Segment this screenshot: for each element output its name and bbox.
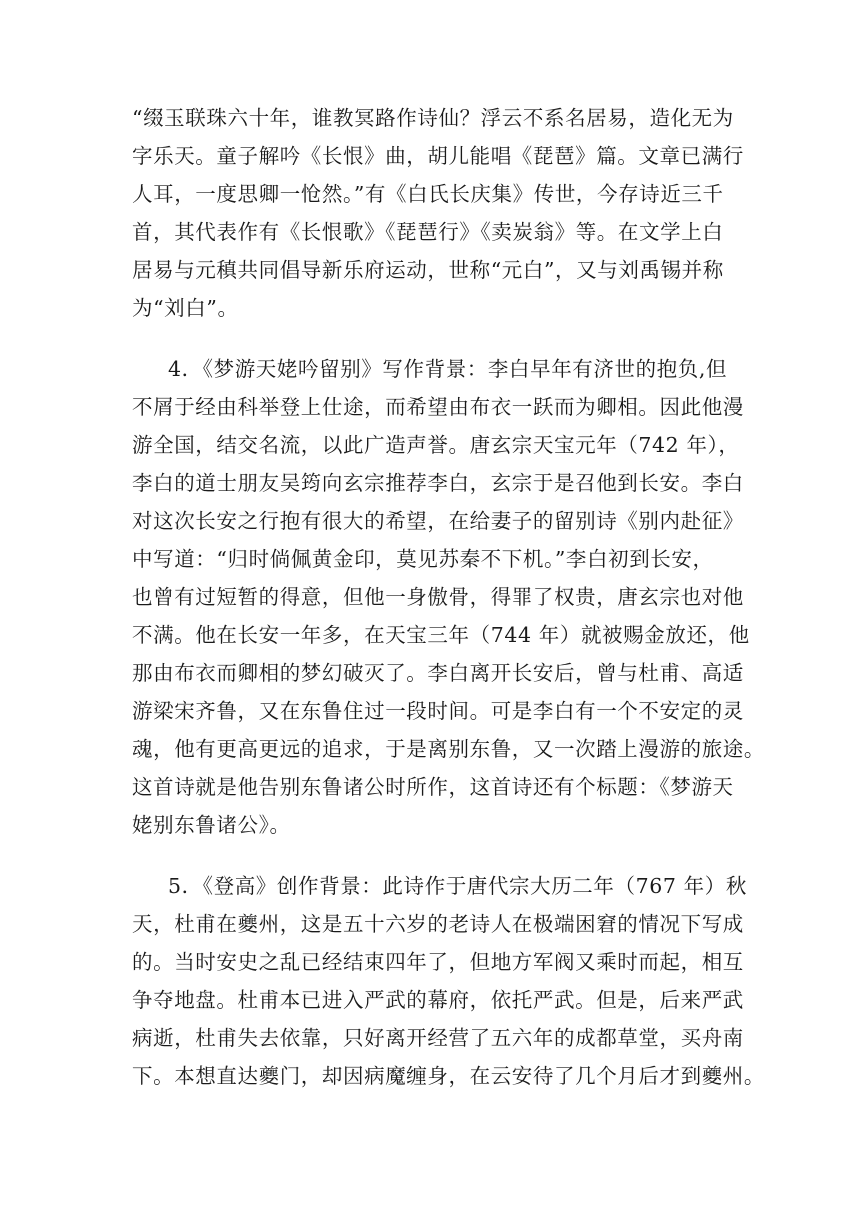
paragraph-first-line: 5．《登高》创作背景：此诗作于唐代宗大历二年（767 年）秋	[168, 874, 747, 898]
text-line: “缀玉联珠六十年，谁教冥路作诗仙？浮云不系名居易，造化无为	[132, 106, 734, 130]
text-line: 李白的道士朋友吴筠向玄宗推荐李白，玄宗于是召他到长安。李白	[132, 471, 744, 495]
text-line: 人耳，一度思卿一怆然。”有《白氏长庆集》传世，今存诗近三千	[132, 182, 724, 206]
text-line: 的。当时安史之乱已经结束四年了，但地方军阀又乘时而起，相互	[132, 950, 744, 974]
text-line: 字乐天。童子解吟《长恨》曲，胡儿能唱《琵琶》篇。文章已满行	[132, 144, 744, 168]
text-line: 那由布衣而卿相的梦幻破灭了。李白离开长安后，曾与杜甫、高适	[132, 661, 744, 685]
text-line: 游梁宋齐鲁，又在东鲁住过一段时间。可是李白有一个不安定的灵	[132, 699, 744, 723]
text-line: 天，杜甫在夔州，这是五十六岁的老诗人在极端困窘的情况下写成	[132, 912, 744, 936]
text-line: 不满。他在长安一年多，在天宝三年（744 年）就被赐金放还，他	[132, 623, 750, 647]
text-line: 下。本想直达夔门，却因病魔缠身，在云安待了几个月后才到夔州。	[132, 1064, 765, 1088]
text-line: 不屑于经由科举登上仕途，而希望由布衣一跃而为卿相。因此他漫	[132, 395, 744, 419]
text-line: 这首诗就是他告别东鲁诸公时所作，这首诗还有个标题：《梦游天	[132, 775, 734, 799]
text-line: 也曾有过短暂的得意，但他一身傲骨，得罪了权贵，唐玄宗也对他	[132, 585, 744, 609]
text-line: 首，其代表作有《长恨歌》《琵琶行》《卖炭翁》等。在文学上白	[132, 220, 724, 244]
text-line: 居易与元稹共同倡导新乐府运动，世称“元白”，又与刘禹锡并称	[132, 258, 724, 282]
text-line: 对这次长安之行抱有很大的希望，在给妻子的留别诗《别内赴征》	[132, 509, 744, 533]
text-line: 魂，他有更高更远的追求，于是离别东鲁，又一次踏上漫游的旅途。	[132, 737, 765, 761]
text-line: 争夺地盘。杜甫本已进入严武的幕府，依托严武。但是，后来严武	[132, 988, 744, 1012]
text-line: 游全国，结交名流，以此广造声誉。唐玄宗天宝元年（742 年），	[132, 433, 740, 457]
text-line: 为“刘白”。	[132, 296, 239, 320]
text-line: 中写道：“归时倘佩黄金印，莫见苏秦不下机。”李白初到长安，	[132, 547, 714, 571]
paragraph-first-line: 4．《梦游天姥吟留别》写作背景：李白早年有济世的抱负,但	[168, 357, 728, 381]
text-line: 病逝，杜甫失去依靠，只好离开经营了五六年的成都草堂，买舟南	[132, 1026, 744, 1050]
text-line: 姥别东鲁诸公》。	[132, 813, 291, 837]
